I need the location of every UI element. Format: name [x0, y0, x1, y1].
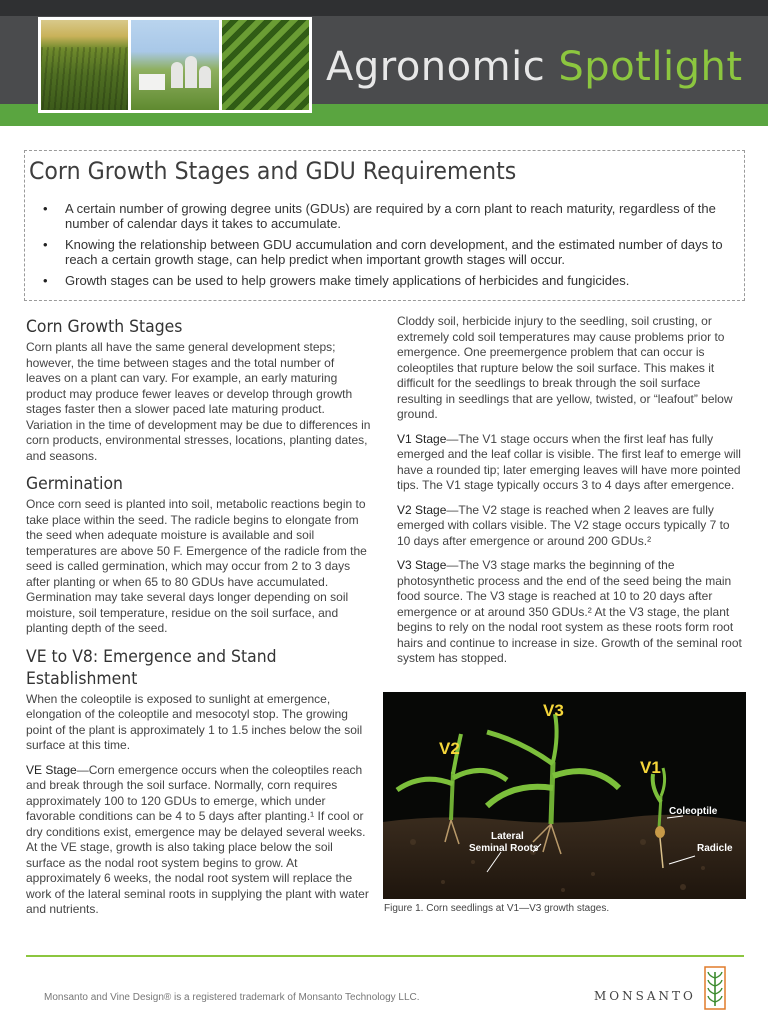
- paragraph-germination: Once corn seed is planted into soil, metabolic reactions begin to take place within the seed. The radicle begins to elongate from the seed when adequate moisture is available and soil temperatures are above 50 F. Emergence of the radicle from the seed is called germination, which may occur from 2 to 3 days after planting or when 65 to 80 GDUs have accumulated. Germination may take several days longer depending on soil moisture, soil temperature, residue on the soil surface, and planting depth of the seed.: [26, 497, 367, 635]
- heading-germination: Germination: [26, 474, 123, 494]
- right-column: [397, 314, 743, 676]
- corn-field-photo: [41, 20, 128, 110]
- publication-title: [326, 44, 743, 90]
- label-v1: V1: [640, 758, 661, 777]
- seedling-figure: [383, 692, 746, 899]
- footer-divider: [26, 955, 744, 957]
- paragraph-v1-stage: [397, 432, 743, 494]
- v2-stage-lead: V2 Stage: [397, 502, 447, 517]
- key-point-item: • A certain number of growing degree units (GDUs) are required by a corn plant to reach maturity, regardless of the number of calendar days it takes to accumulate.: [43, 201, 723, 231]
- monsanto-logo-text: MONSANTO: [594, 989, 696, 1003]
- label-lateral: Lateral: [491, 831, 524, 842]
- silo-shape: [185, 56, 197, 88]
- left-column: [26, 316, 372, 927]
- key-points-list: [43, 201, 723, 294]
- key-points-box: [24, 150, 745, 301]
- paragraph-v2-stage: [397, 503, 743, 550]
- document-title: Corn Growth Stages and GDU Requirements: [29, 157, 517, 185]
- ve-stage-text: —Corn emergence occurs when the coleoptiles reach and break through the soil surface. Normally, corn requires approximately 100 to 120 GDUs to emerge, which under favorable conditions can be 4 to 5 days after planting.¹ If cool or dry conditions exist, emergence may be delayed several weeks. At the VE stage, growth is also taking place below the soil surface as the nodal root system begins to grow. At approximately 6 weeks, the nodal root system will replace the work of the lateral seminal roots in supplying the plant with water and nutrients.: [26, 762, 369, 916]
- figure-caption: Figure 1. Corn seedlings at V1—V3 growth stages.: [384, 903, 610, 914]
- key-point-item: • Growth stages can be used to help growers make timely applications of herbicides and fungicides.: [43, 273, 723, 288]
- heading-emergence: VE to V8: Emergence and Stand Establishment: [26, 646, 277, 689]
- brand-word-1: Agronomic: [326, 44, 546, 90]
- ve-stage-lead: VE Stage: [26, 762, 77, 777]
- v1-stage-lead: V1 Stage: [397, 431, 447, 446]
- paragraph-ve-stage: [26, 763, 372, 918]
- monsanto-vine-logo-icon: [704, 966, 726, 1010]
- header-top-bar: [0, 0, 768, 16]
- v3-stage-lead: V3 Stage: [397, 558, 447, 572]
- label-radicle: Radicle: [697, 843, 733, 854]
- seedling-illustration: [383, 692, 746, 899]
- crop-rows-photo: [222, 20, 309, 110]
- v3-stage-text: —The V3 stage marks the beginning of the photosynthetic process and the end of the seed being the main food source. The V3 stage is reached at 10 to 20 days after emergence or at around 350 GDUs.² At the V3 stage, the plant begins to rely on the nodal root system as these roots form root hairs and continue to increase in size. Growth of the seminal root system has stopped.: [397, 558, 742, 665]
- heading-corn-growth-stages: Corn Growth Stages: [26, 317, 183, 337]
- brand-word-2: Spotlight: [558, 44, 743, 90]
- paragraph-growth-stages: Corn plants all have the same general development steps; however, the time between stages and the total number of leaves on a plant can vary. For example, an early maturing product may produce fewer leaves or develop through growth stages faster then a slower paced late maturing product. Variation in the time of development may be due to differences in corn products, environmental stresses, locations, planting dates, and seasons.: [26, 340, 371, 463]
- v2-stage-text: —The V2 stage is reached when 2 leaves are fully emerged with collars visible. The V2 stage occurs typically 7 to 10 days after emergence or around 200 GDUs.²: [397, 502, 730, 548]
- key-point-item: • Knowing the relationship between GDU accumulation and corn development, and the estimated number of days to reach a certain growth stage, can help predict when important growth stages will occur.: [43, 237, 723, 267]
- silo-shape: [171, 62, 183, 88]
- label-v3: V3: [543, 701, 564, 720]
- silo-shape: [199, 66, 211, 88]
- barn-shape: [139, 74, 165, 90]
- label-coleoptile: Coleoptile: [669, 806, 718, 817]
- trademark-notice: Monsanto and Vine Design® is a registered trademark of Monsanto Technology LLC.: [44, 992, 420, 1003]
- paragraph-emergence: When the coleoptile is exposed to sunlight at emergence, elongation of the coleoptile and mesocotyl stop. The growing point of the plant is approximately 1 to 1.5 inches below the soil surface at this time.: [26, 691, 363, 752]
- header-photo-strip: [38, 17, 312, 113]
- label-seminal-roots: Seminal Roots: [469, 843, 539, 854]
- paragraph-preemergence: Cloddy soil, herbicide injury to the seedling, soil crusting, or extremely cold soil temperatures may cause problems prior to emergence. One preemergence problem that can occur is coleoptiles that rupture below the soil surface. This makes it difficult for the seedlings to break through the soil surface resulting in seedlings that are yellow, twisted, or “leafout” below ground.: [397, 314, 733, 421]
- v1-stage-text: —The V1 stage occurs when the first leaf has fully emerged and the leaf collar is visible. The first leaf to emerge will have a rounded tip; later emerging leaves will have more pointed tips. The V1 stage typically occurs 3 to 4 days after emergence.: [397, 431, 741, 492]
- label-v2: V2: [439, 739, 460, 758]
- paragraph-v3-stage: [397, 558, 743, 667]
- farm-silos-photo: [131, 20, 218, 110]
